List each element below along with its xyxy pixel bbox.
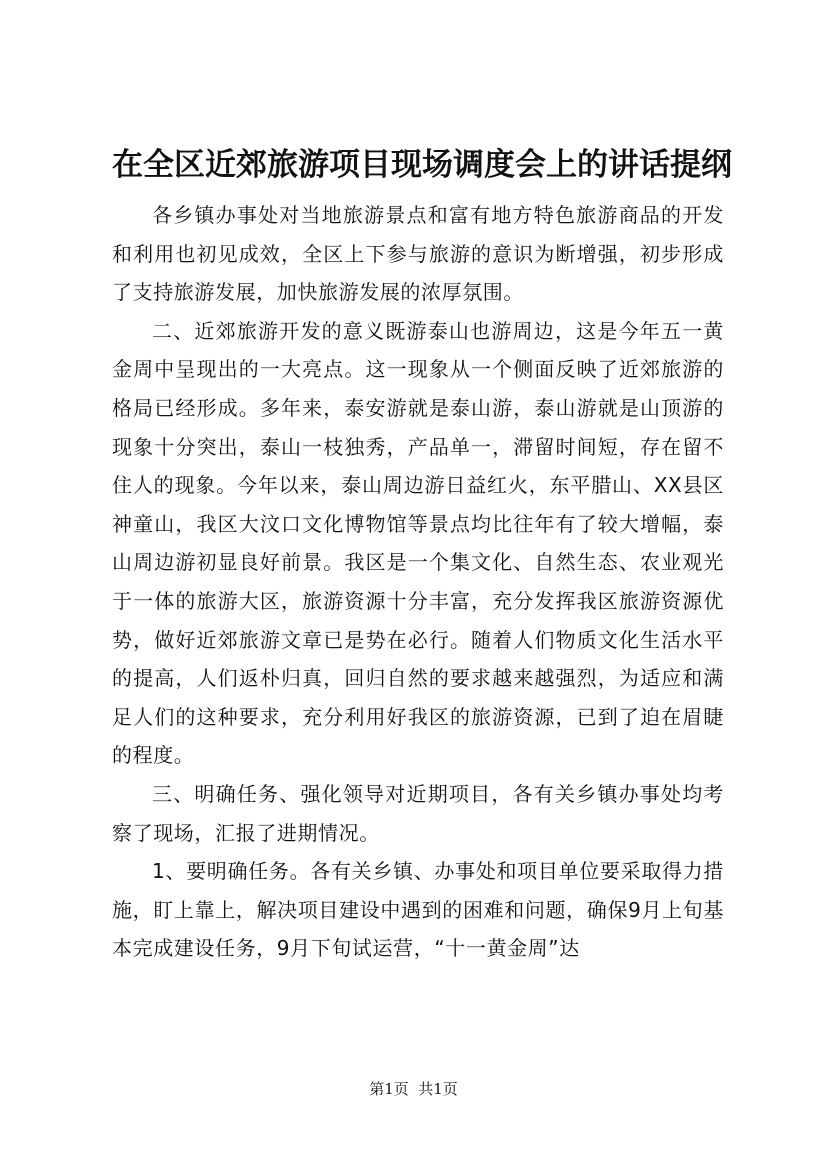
document-title: 在全区近郊旅游项目现场调度会上的讲话提纲 [112,147,732,183]
page-footer [0,1078,827,1100]
paragraph-1: 各乡镇办事处对当地旅游景点和富有地方特色旅游商品的开发和利用也初见成效，全区上下参与旅游的意识为断增强，初步形成了支持旅游发展，加快旅游发展的浓厚氛围。 [112,203,724,305]
paragraph-4: 1、要明确任务。各有关乡镇、办事处和项目单位要采取得力措施，盯上靠上，解决项目建设中遇到的困难和问题，确保9月上旬基本完成建设任务，9月下旬试运营，“十一黄金周”达 [112,859,724,961]
page-number-label: 第1页 共1页 [369,1080,458,1098]
paragraph-2: 二、近郊旅游开发的意义既游泰山也游周边，这是今年五一黄金周中呈现出的一大亮点。这一现象从一个侧面反映了近郊旅游的格局已经形成。多年来，泰安游就是泰山游，泰山游就是山顶游的现象十分突出，泰山一枝独秀，产品单一，滞留时间短，存在留不住人的现象。今年以来，泰山周边游日益红火，东平腊山、XX县区神童山，我区大汶口文化博物馆等景点均比往年有了较大增幅，泰山周边游初显良好前景。我区是一个集文化、自然生态、农业观光于一体的旅游大区，旅游资源十分丰富，充分发挥我区旅游资源优势，做好近郊旅游文章已是势在必行。随着人们物质文化生活水平的提高，人们返朴归真，回归自然的要求越来越强烈，为适应和满足人们的这种要求，充分利用好我区的旅游资源，已到了迫在眉睫的程度。 [112,318,724,768]
paragraph-3: 三、明确任务、强化领导对近期项目，各有关乡镇办事处均考察了现场，汇报了进期情况。 [112,781,724,845]
document-body [112,196,724,968]
